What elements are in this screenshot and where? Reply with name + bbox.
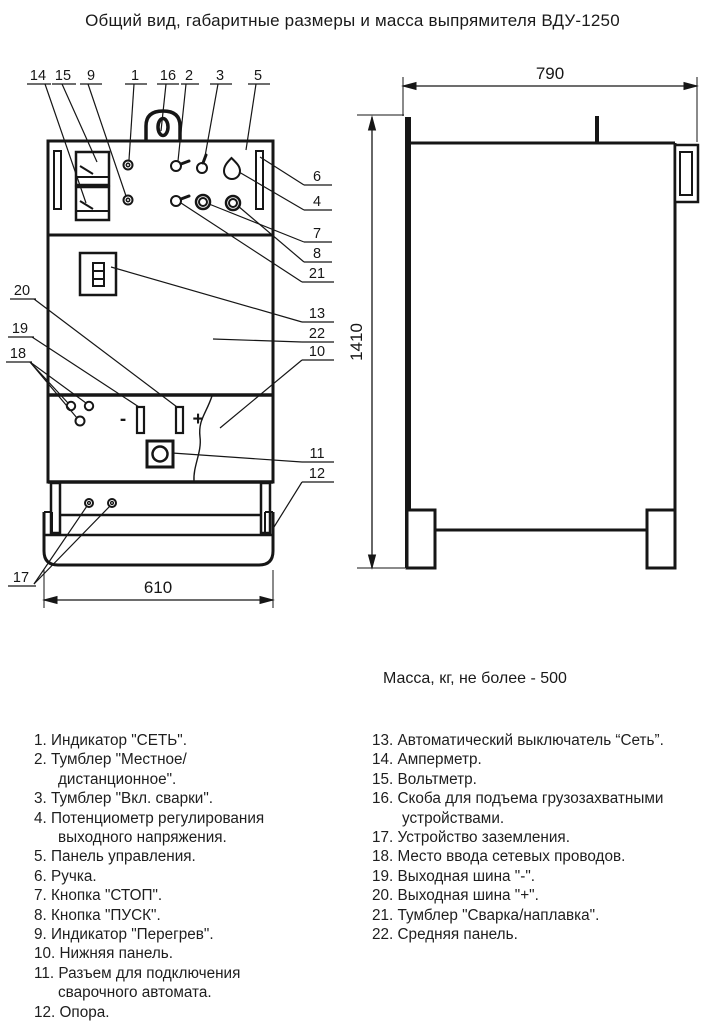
side-foot-left (407, 510, 435, 568)
legend-item-18: 18. Место ввода сетевых проводов. (372, 848, 626, 866)
legend-item-15: 15. Вольтметр. (372, 770, 477, 788)
ammeter (76, 187, 109, 220)
legend-item-9: 9. Индикатор "Перегрев". (34, 926, 214, 944)
callout-22: 22 (308, 326, 326, 342)
handle-slot-left (54, 151, 61, 209)
indicator-overheat-lamp (124, 196, 133, 205)
legend-item-7: 7. Кнопка "СТОП". (34, 887, 163, 905)
legend-item-14: 14. Амперметр. (372, 751, 482, 769)
legend-item-22: 22. Средняя панель. (372, 926, 518, 944)
callout-9: 9 (86, 68, 96, 84)
legend-item-6: 6. Ручка. (34, 867, 97, 885)
callout-8: 8 (312, 246, 322, 262)
callout-2: 2 (184, 68, 194, 84)
legend-item-16: 16. Скоба для подъема грузозахватными устройствами. (372, 790, 664, 827)
callout-17: 17 (12, 570, 30, 586)
dimension-790-label: 790 (535, 64, 565, 83)
callout-5: 5 (253, 68, 263, 84)
dimension-610-label: 610 (143, 578, 173, 597)
welding-automate-connector (147, 441, 173, 467)
callout-19: 19 (11, 321, 29, 337)
dimension-1410-label: 1410 (347, 323, 366, 361)
callout-13: 13 (308, 306, 326, 322)
callout-21: 21 (308, 266, 326, 282)
legend-item-1: 1. Индикатор "СЕТЬ". (34, 732, 187, 749)
callout-18: 18 (9, 346, 27, 362)
bus-minus-label: - (119, 409, 127, 430)
side-foot-right (647, 510, 675, 568)
callout-12: 12 (308, 466, 326, 482)
output-bus-minus (137, 407, 144, 433)
indicator-net-lamp (124, 161, 133, 170)
side-lug-tick (595, 116, 599, 143)
handle-slot-right (256, 151, 263, 209)
stop-button (196, 195, 210, 209)
legend-column-right (372, 731, 687, 944)
legend-item-2: 2. Тумблер "Местное/дистанционное". (34, 751, 187, 788)
voltage-potentiometer-knob (224, 158, 240, 179)
toggle-local-remote (171, 161, 189, 171)
legend-item-12: 12. Опора. (34, 1003, 110, 1021)
legend-item-21: 21. Тумблер "Сварка/наплавка". (372, 906, 600, 924)
legend-item-19: 19. Выходная шина "-". (372, 867, 535, 885)
dimension-790 (403, 77, 697, 142)
callout-15: 15 (54, 68, 72, 84)
legend-item-20: 20. Выходная шина "+". (372, 887, 539, 905)
legend-column-left (34, 731, 298, 1022)
circuit-breaker (80, 253, 116, 295)
legend-item-5: 5. Панель управления. (34, 848, 196, 866)
legend-item-13: 13. Автоматический выключатель “Сеть”. (372, 732, 664, 749)
start-button (226, 196, 240, 210)
voltmeter (76, 152, 109, 185)
toggle-weld-surfacing (171, 196, 189, 206)
output-bus-plus (176, 407, 183, 433)
side-rear-bracket (675, 145, 698, 202)
side-front-edge (405, 117, 411, 568)
toggle-weld-on (197, 155, 207, 173)
grounding-terminals (85, 499, 116, 507)
callout-numbers (10, 68, 325, 586)
callout-10: 10 (308, 344, 326, 360)
legend-item-8: 8. Кнопка "ПУСК". (34, 906, 161, 924)
legend-item-11: 11. Разъем для подключения сварочного автомата. (34, 964, 241, 1002)
legend-item-4: 4. Потенциометр регулирования выходного напряжения. (34, 809, 265, 847)
callout-20: 20 (13, 283, 31, 299)
bus-plus-label: + (192, 409, 204, 430)
callout-14: 14 (29, 68, 47, 84)
mass-note: Масса, кг, не более - 500 (383, 670, 567, 687)
callout-1: 1 (130, 68, 140, 84)
callout-4: 4 (312, 194, 322, 210)
leader-lines (6, 84, 334, 586)
legend-item-10: 10. Нижняя панель. (34, 945, 173, 963)
callout-3: 3 (215, 68, 225, 84)
page-title: Общий вид, габаритные размеры и масса выпрямителя ВДУ-1250 (85, 11, 620, 30)
callout-7: 7 (312, 226, 322, 242)
callout-16: 16 (159, 68, 177, 84)
legend-item-17: 17. Устройство заземления. (372, 829, 570, 847)
side-view (405, 116, 698, 568)
callout-6: 6 (312, 169, 322, 185)
mains-wire-entries (67, 402, 93, 426)
callout-11: 11 (309, 446, 325, 462)
legend-item-3: 3. Тумблер "Вкл. сварки". (34, 790, 214, 808)
